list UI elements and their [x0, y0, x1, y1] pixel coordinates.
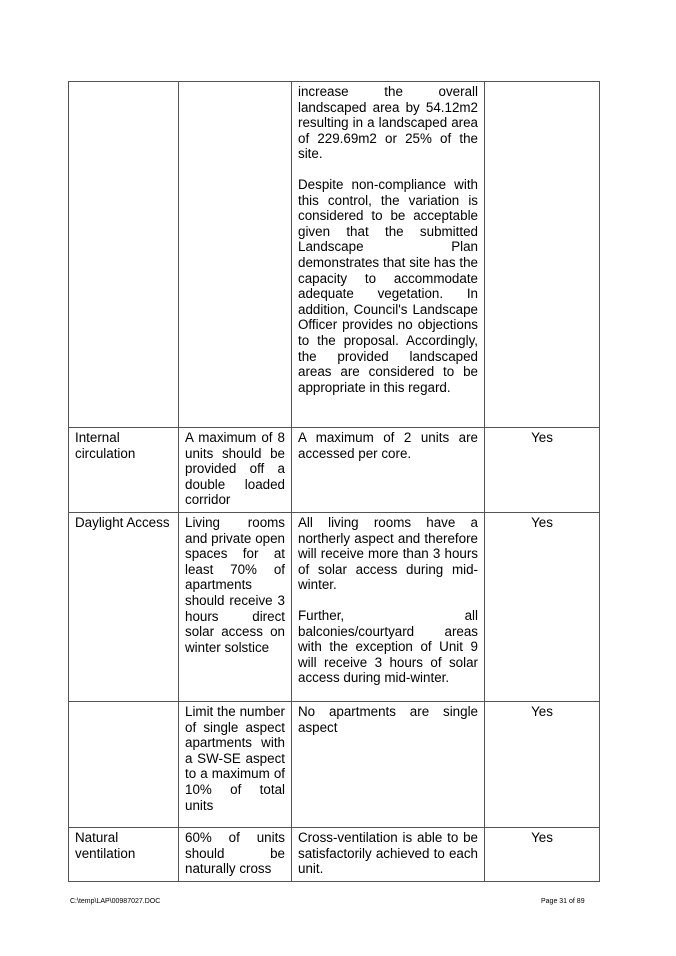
table-row [69, 512, 600, 701]
item-cell [69, 82, 179, 428]
comment-paragraph: Further, all balconies/courtyard areas with the exception of Unit 9 will receive 3 hours of solar access during mid-winter. [298, 607, 478, 686]
table-row [69, 827, 600, 881]
comment-cell [292, 428, 485, 513]
requirement-cell: A maximum of 8 units should be provided off a double loaded corridor [179, 428, 292, 513]
footer-page-number: Page 31 of 89 [541, 898, 585, 905]
table-row [69, 82, 600, 428]
item-cell: Daylight Access [69, 512, 179, 701]
compliance-cell: Yes [485, 701, 600, 827]
compliance-cell [485, 82, 600, 428]
item-cell: Natural ventilation [69, 827, 179, 881]
comment-cell [292, 827, 485, 881]
footer-file-path: C:\temp\LAP\00987027.DOC [70, 898, 161, 905]
comment-cell [292, 82, 485, 428]
comment-paragraph: All living rooms have a northerly aspect and therefore will receive more than 3 hours of solar access during mid-winter. [298, 514, 478, 593]
comment-cell [292, 512, 485, 701]
comment-paragraph: Despite non-compliance with this control, the variation is considered to be acceptable given that the submitted Landscape Plan demonstrates that site has the capacity to accommodate adequate vegetation. In addition, Council's Landscape Officer provides no objections to the proposal. Accordingly, the provided landscaped areas are considered to be appropriate in this regard. [298, 176, 478, 395]
comment-paragraph: Cross-ventilation is able to be satisfactorily achieved to each unit. [298, 829, 478, 877]
comment-paragraph: A maximum of 2 units are accessed per core. [298, 430, 478, 461]
comment-paragraph: increase the overall landscaped area by 54.12m2 resulting in a landscaped area of 229.69m2 or 25% of the site. [298, 84, 478, 162]
requirement-cell: Limit the number of single aspect apartments with a SW-SE aspect to a maximum of 10% of total units [179, 701, 292, 827]
requirement-cell: 60% of units should be naturally cross [179, 827, 292, 881]
compliance-cell: Yes [485, 428, 600, 513]
table-row [69, 428, 600, 513]
compliance-table [68, 81, 600, 882]
compliance-cell: Yes [485, 827, 600, 881]
item-cell [69, 701, 179, 827]
comment-cell [292, 701, 485, 827]
requirement-cell: Living rooms and private open spaces for at least 70% of apartments should receive 3 hours direct solar access on winter solstice [179, 512, 292, 701]
compliance-cell: Yes [485, 512, 600, 701]
comment-paragraph: No apartments are single aspect [298, 703, 478, 735]
item-cell: Internal circulation [69, 428, 179, 513]
table-row [69, 701, 600, 827]
requirement-cell [179, 82, 292, 428]
